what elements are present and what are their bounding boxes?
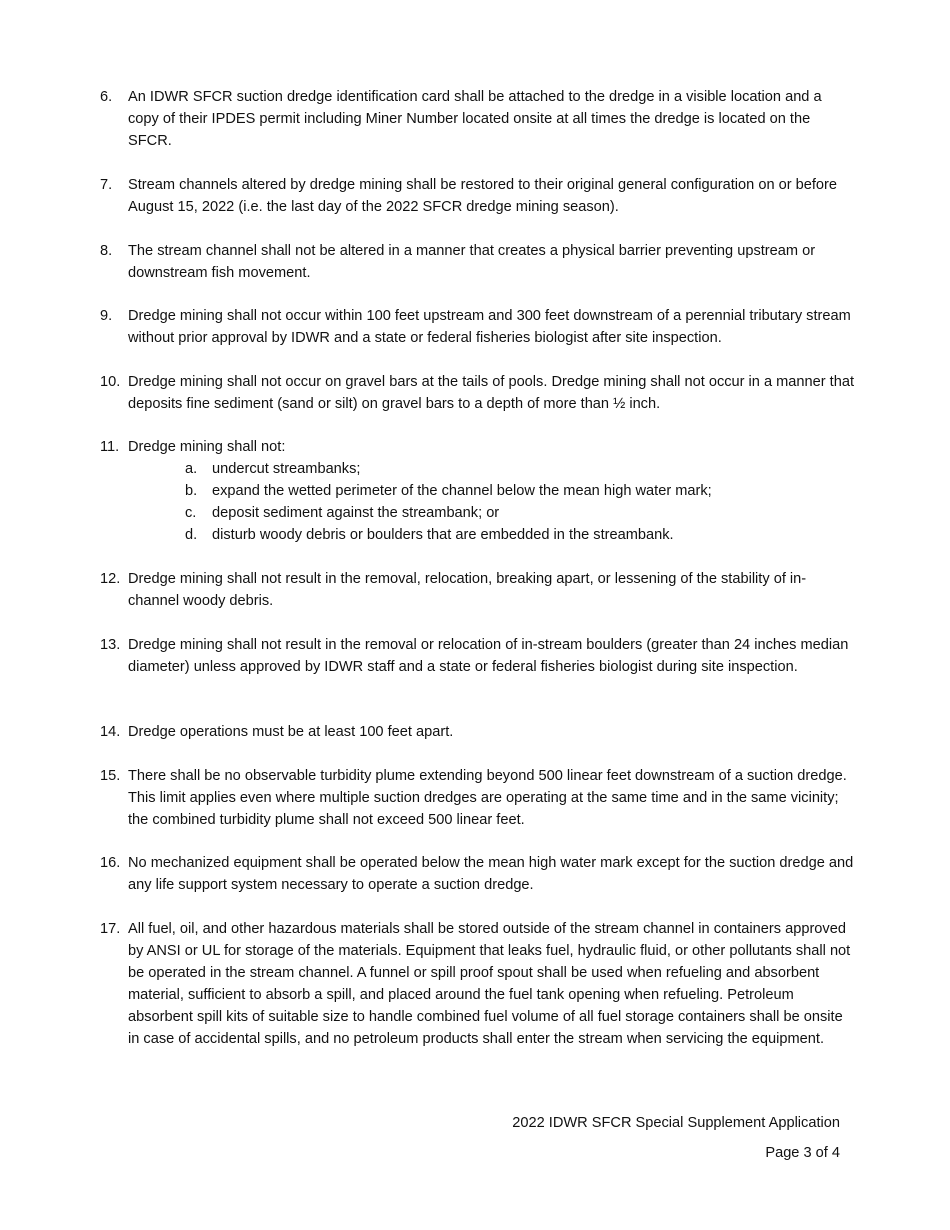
item-text: No mechanized equipment shall be operated below the mean high water mark except for the suction dredge and any life support system necessary to operate a suction dredge. [128, 855, 854, 893]
item-text: The stream channel shall not be altered in a manner that creates a physical barrier preventing upstream or downstream fish movement. [128, 243, 816, 281]
list-item-7 [100, 174, 855, 218]
sub-item-c [185, 502, 825, 524]
item-number: 11. [100, 439, 120, 455]
sub-item-letter: a. [185, 461, 198, 477]
list-item-17 [100, 918, 855, 1050]
item-number: 17. [100, 921, 121, 937]
list-item-10 [100, 371, 855, 415]
list-item-12 [100, 568, 855, 612]
list-item-14 [100, 721, 855, 743]
sub-item-text: deposit sediment against the streambank; or [212, 505, 500, 521]
item-text: There shall be no observable turbidity plume extending beyond 500 linear feet downstream of a suction dredge. This limit applies even where multiple suction dredges are operating at the same time and in the same vicinity; the combined turbidity plume shall not exceed 500 linear feet. [128, 768, 847, 828]
item-text: All fuel, oil, and other hazardous materials shall be stored outside of the stream channel in containers approved by ANSI or UL for storage of the materials. Equipment that leaks fuel, hydraulic fluid, or other pollutants shall not be operated in the stream channel. A funnel or spill proof spout shall be used when refueling and absorbent material, sufficient to absorb a spill, and placed around the fuel tank opening when refueling. Petroleum absorbent spill kits of suitable size to handle combined fuel volume of all fuel storage containers shall be onsite in case of accidental spills, and no petroleum products shall enter the stream when servicing the equipment. [128, 921, 851, 1047]
item-number: 9. [100, 308, 113, 324]
list-item-8 [100, 240, 855, 284]
sub-item-letter: c. [185, 505, 197, 521]
item-text: Dredge mining shall not result in the removal, relocation, breaking apart, or lessening of the stability of in-channel woody debris. [128, 571, 807, 609]
item-text: Dredge mining shall not result in the removal or relocation of in-stream boulders (greater than 24 inches median diameter) unless approved by IDWR staff and a state or federal fisheries biologist during site inspection. [128, 637, 849, 675]
item-number: 7. [100, 177, 113, 193]
item-text: Dredge mining shall not occur on gravel bars at the tails of pools. Dredge mining shall not occur in a manner that deposits fine sediment (sand or silt) on gravel bars to a depth of more than ½ inch. [128, 374, 855, 412]
item-number: 6. [100, 89, 113, 105]
item-number: 15. [100, 768, 121, 784]
list-item-15 [100, 765, 855, 831]
list-item-16 [100, 852, 855, 896]
item-text: Stream channels altered by dredge mining shall be restored to their original general configuration on or before August 15, 2022 (i.e. the last day of the 2022 SFCR dredge mining season). [128, 177, 838, 215]
item-text: Dredge operations must be at least 100 feet apart. [128, 724, 454, 740]
sub-item-letter: b. [185, 483, 198, 499]
list-item-11 [100, 436, 855, 458]
item-text: Dredge mining shall not: [128, 439, 286, 455]
sub-item-text: expand the wetted perimeter of the channel below the mean high water mark; [212, 483, 712, 499]
item-text: An IDWR SFCR suction dredge identification card shall be attached to the dredge in a visible location and a copy of their IPDES permit including Miner Number located onsite at all times the dredge is located on the SFCR. [128, 89, 822, 149]
item-text: Dredge mining shall not occur within 100 feet upstream and 300 feet downstream of a perennial tributary stream without prior approval by IDWR and a state or federal fisheries biologist after site inspection. [128, 308, 851, 346]
item-number: 8. [100, 243, 113, 259]
list-item-13 [100, 634, 855, 678]
list-item-9 [100, 305, 855, 349]
sub-item-letter: d. [185, 527, 198, 543]
sub-item-text: undercut streambanks; [212, 461, 361, 477]
sub-item-a [185, 458, 825, 480]
item-number: 12. [100, 571, 121, 587]
list-item-6 [100, 86, 855, 152]
footer-title: 2022 IDWR SFCR Special Supplement Application [512, 1115, 840, 1131]
page-number: Page 3 of 4 [765, 1145, 840, 1161]
sub-item-b [185, 480, 825, 502]
sub-item-d [185, 524, 825, 546]
item-number: 16. [100, 855, 121, 871]
item-number: 13. [100, 637, 121, 653]
item-number: 14. [100, 724, 121, 740]
item-number: 10. [100, 374, 121, 390]
sub-item-text: disturb woody debris or boulders that are embedded in the streambank. [212, 527, 674, 543]
